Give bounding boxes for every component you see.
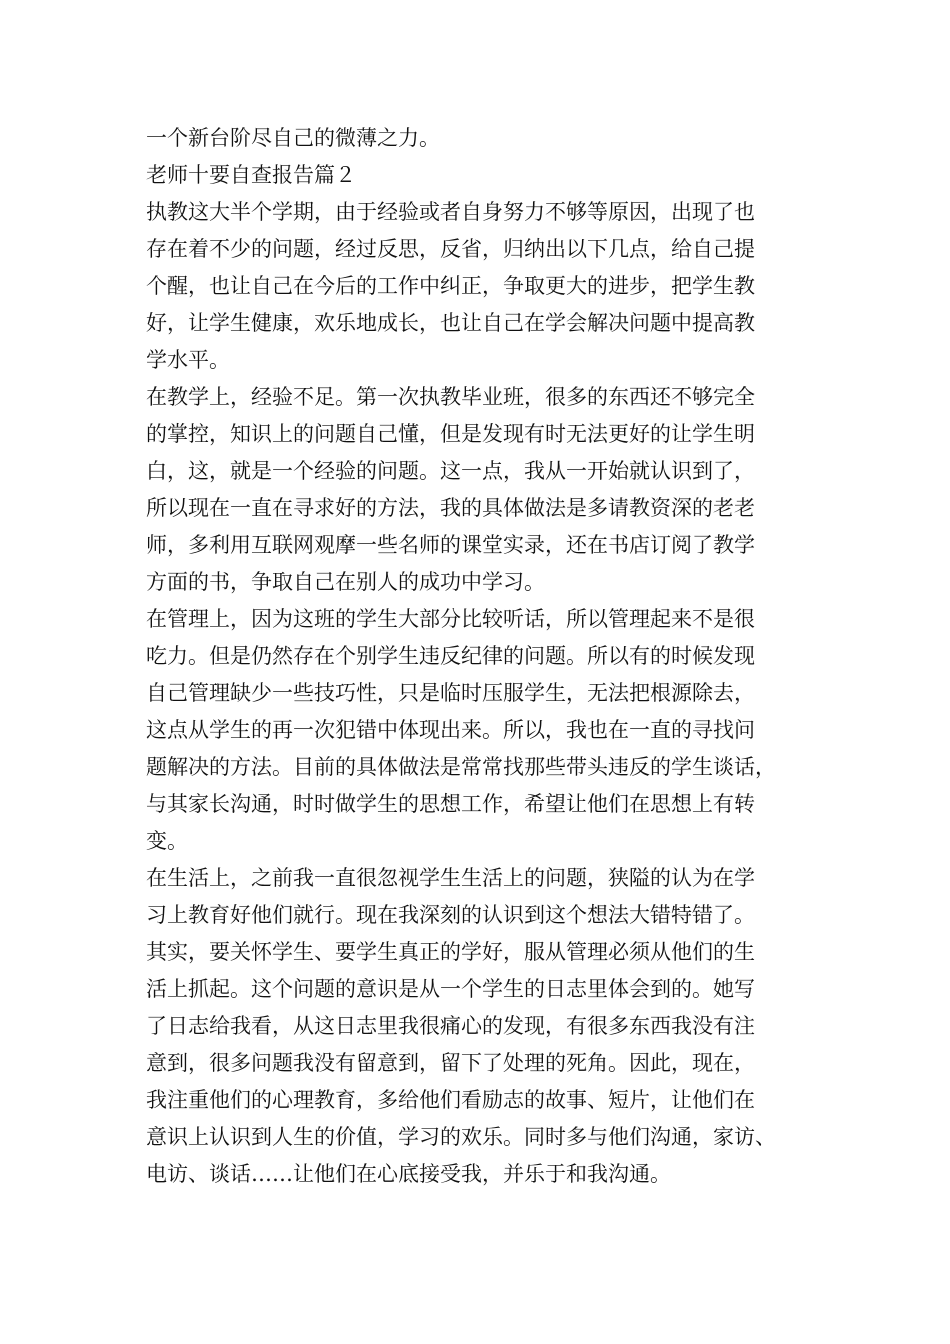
text-line: 意到，很多问题我没有留意到，留下了处理的死角。因此，现在， [146, 1051, 755, 1075]
text-line: 与其家长沟通，时时做学生的思想工作，希望让他们在思想上有转 [146, 792, 755, 816]
text-line: 师，多利用互联网观摩一些名师的课堂实录，还在书店订阅了教学 [146, 533, 755, 557]
section-heading: 老师十要自查报告篇２ [146, 163, 356, 187]
text-line: 的掌控，知识上的问题自己懂，但是发现有时无法更好的让学生明 [146, 422, 755, 446]
text-line: 在教学上，经验不足。第一次执教毕业班，很多的东西还不够完全 [146, 385, 755, 409]
text-line: 我注重他们的心理教育，多给他们看励志的故事、短片，让他们在 [146, 1088, 755, 1112]
text-line: 意识上认识到人生的价值，学习的欢乐。同时多与他们沟通，家访、 [146, 1125, 776, 1149]
text-line: 这点从学生的再一次犯错中体现出来。所以，我也在一直的寻找问 [146, 718, 755, 742]
text-line: 个醒，也让自己在今后的工作中纠正，争取更大的进步，把学生教 [146, 274, 755, 298]
text-line: 其实，要关怀学生、要学生真正的学好，服从管理必须从他们的生 [146, 940, 755, 964]
text-line: 活上抓起。这个问题的意识是从一个学生的日志里体会到的。她写 [146, 977, 755, 1001]
text-line: 在生活上，之前我一直很忽视学生生活上的问题，狭隘的认为在学 [146, 866, 755, 890]
text-line: 变。 [146, 829, 188, 853]
text-line: 一个新台阶尽自己的微薄之力。 [146, 126, 440, 150]
text-line: 存在着不少的问题，经过反思，反省，归纳出以下几点，给自己提 [146, 237, 755, 261]
text-line: 方面的书，争取自己在别人的成功中学习。 [146, 570, 545, 594]
text-line: 习上教育好他们就行。现在我深刻的认识到这个想法大错特错了。 [146, 903, 755, 927]
text-line: 题解决的方法。目前的具体做法是常常找那些带头违反的学生谈话， [146, 755, 776, 779]
text-line: 白，这，就是一个经验的问题。这一点，我从一开始就认识到了， [146, 459, 755, 483]
text-line: 吃力。但是仍然存在个别学生违反纪律的问题。所以有的时候发现 [146, 644, 755, 668]
text-line: 学水平。 [146, 348, 230, 372]
text-line: 执教这大半个学期，由于经验或者自身努力不够等原因，出现了也 [146, 200, 755, 224]
document-body [146, 120, 826, 1193]
text-line: 了日志给我看，从这日志里我很痛心的发现，有很多东西我没有注 [146, 1014, 755, 1038]
text-line: 在管理上，因为这班的学生大部分比较听话，所以管理起来不是很 [146, 607, 755, 631]
text-line: 所以现在一直在寻求好的方法，我的具体做法是多请教资深的老老 [146, 496, 755, 520]
text-line: 电访、谈话……让他们在心底接受我，并乐于和我沟通。 [146, 1162, 671, 1186]
text-line: 自己管理缺少一些技巧性，只是临时压服学生，无法把根源除去， [146, 681, 755, 705]
text-line: 好，让学生健康，欢乐地成长，也让自己在学会解决问题中提高教 [146, 311, 755, 335]
